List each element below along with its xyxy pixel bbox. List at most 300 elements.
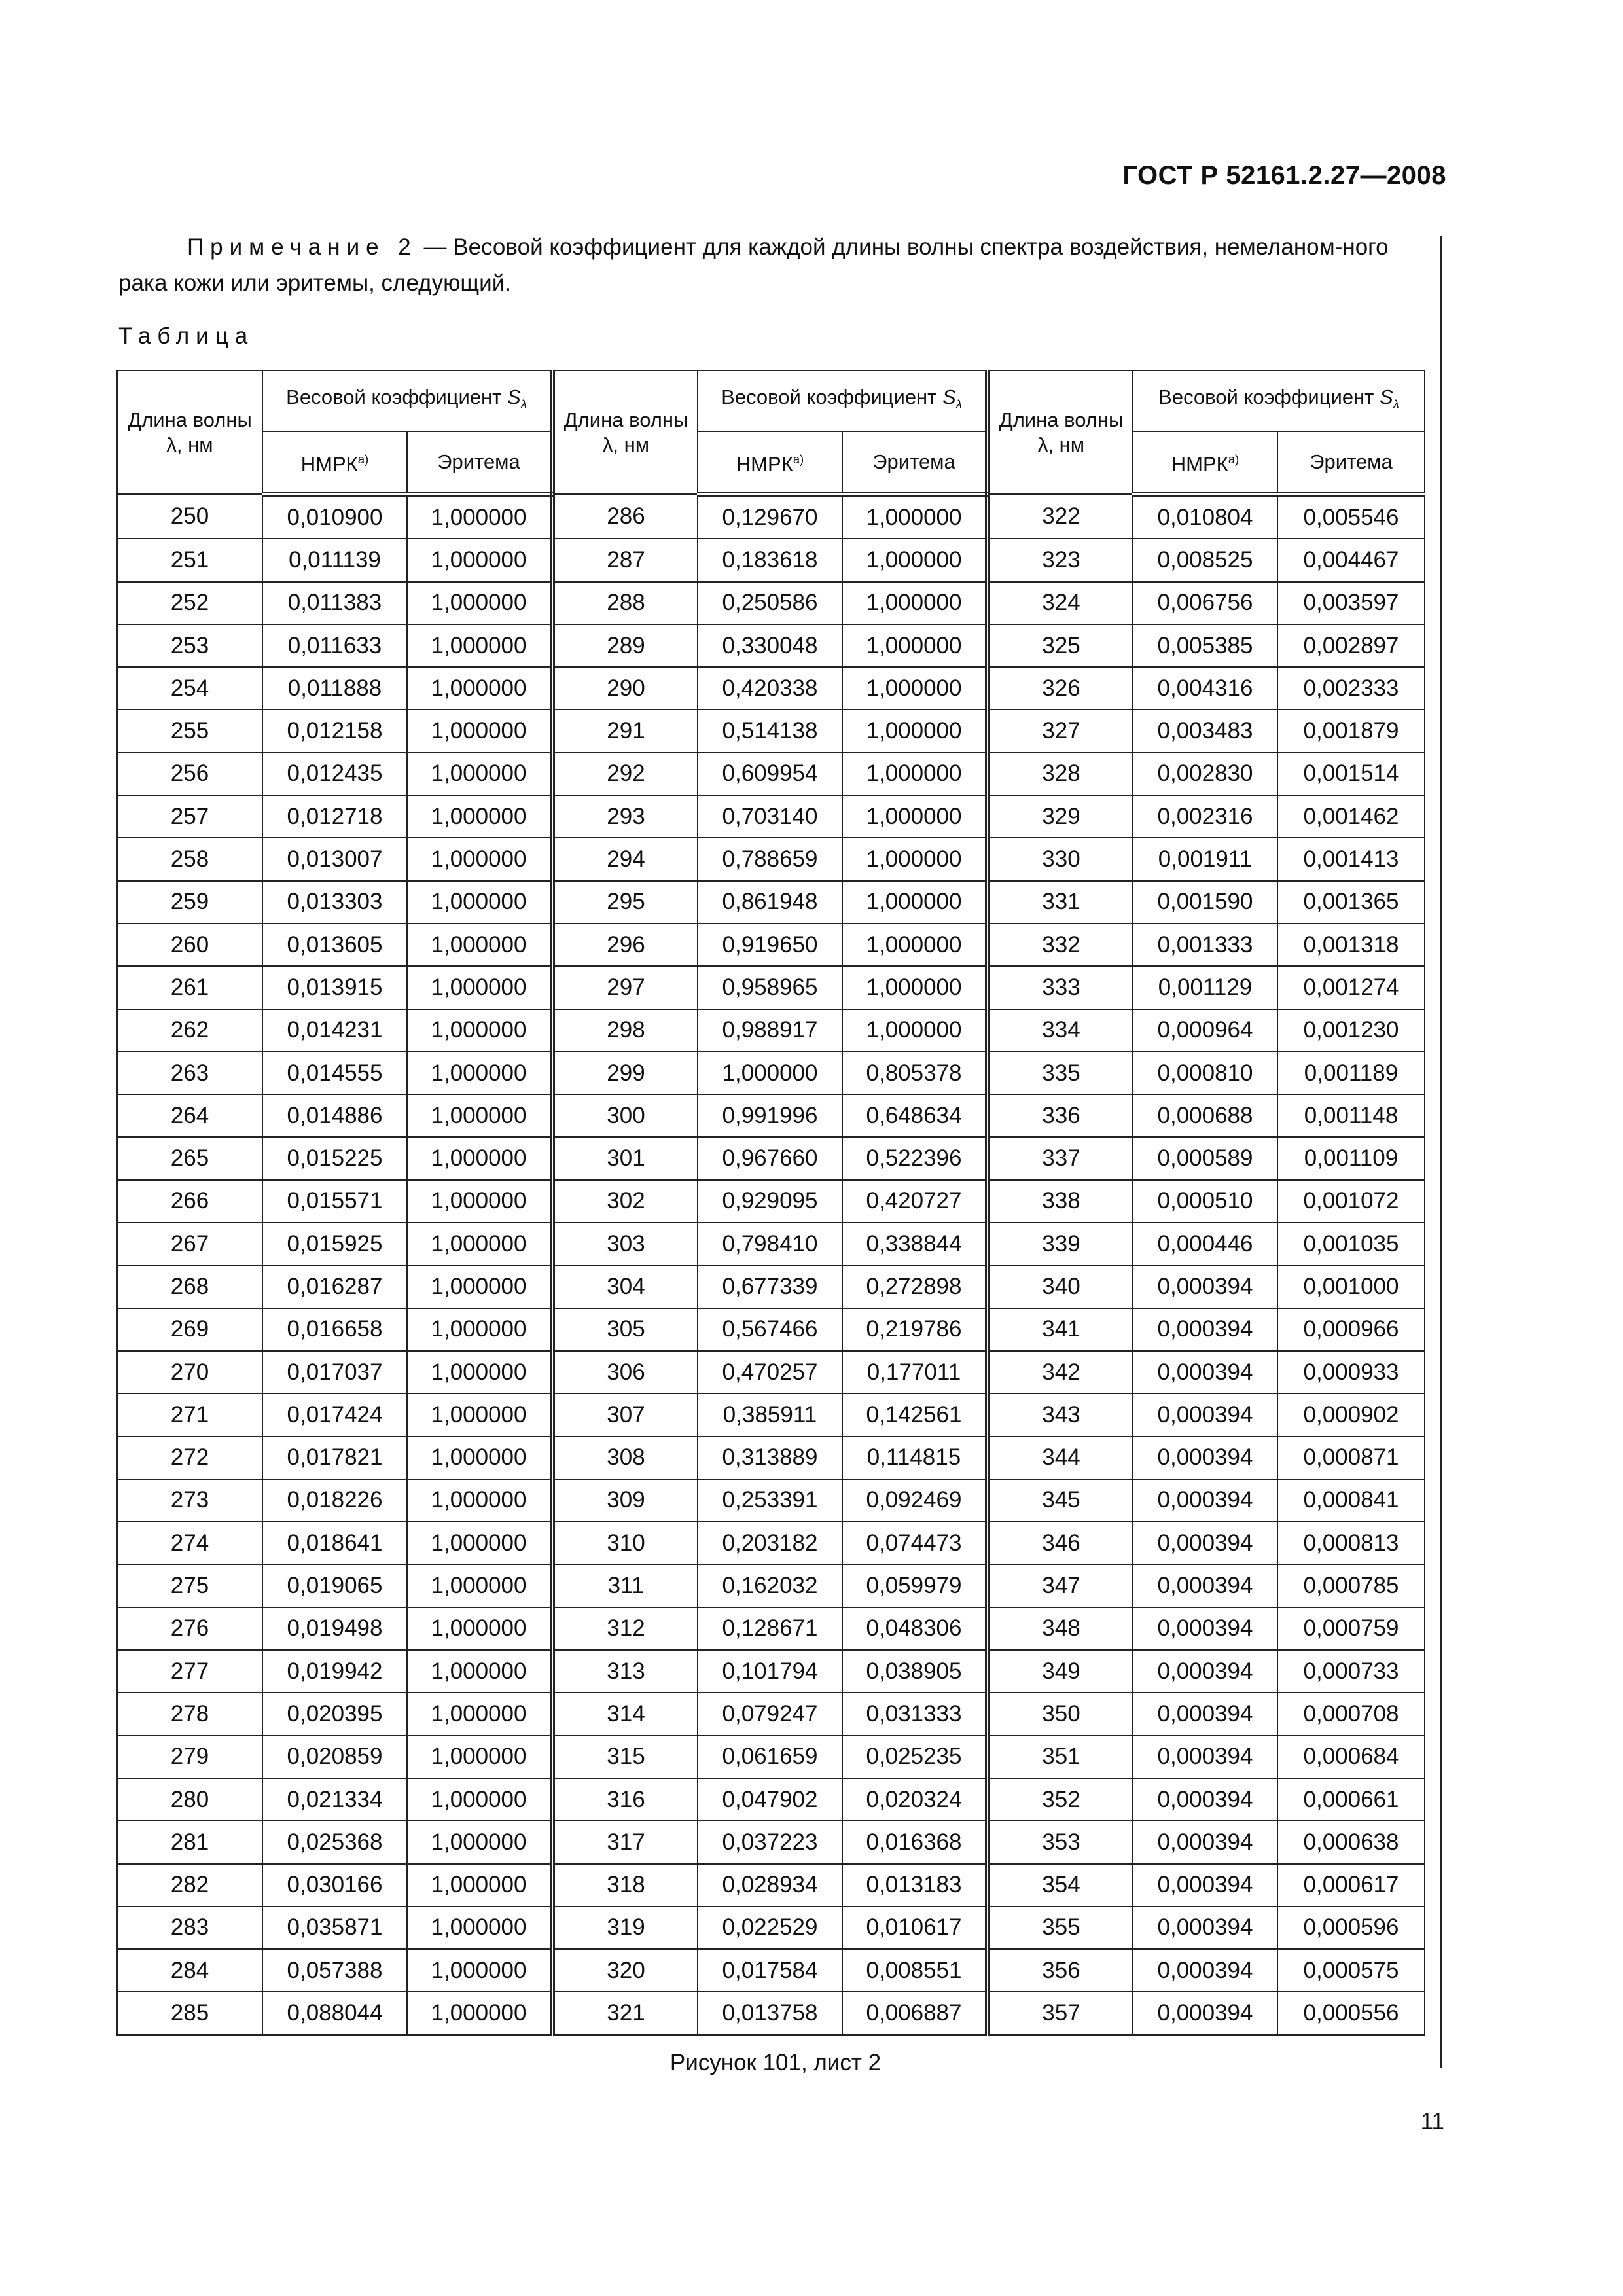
cell-wavelength: 287 xyxy=(552,539,698,581)
cell-erythema: 1,000000 xyxy=(407,1137,552,1179)
cell-wavelength: 288 xyxy=(552,582,698,624)
cell-nmrk: 0,001129 xyxy=(1133,966,1277,1009)
cell-nmrk: 0,002830 xyxy=(1133,753,1277,795)
table-row xyxy=(117,1564,1425,1607)
cell-erythema: 1,000000 xyxy=(407,1607,552,1650)
cell-erythema: 1,000000 xyxy=(407,1864,552,1907)
cell-erythema: 1,000000 xyxy=(407,924,552,966)
table-row xyxy=(117,1522,1425,1564)
cell-erythema: 1,000000 xyxy=(842,582,988,624)
cell-nmrk: 0,005385 xyxy=(1133,624,1277,667)
cell-wavelength: 278 xyxy=(117,1693,262,1735)
cell-erythema: 0,008551 xyxy=(842,1949,988,1992)
table-row xyxy=(117,1949,1425,1992)
cell-erythema: 0,013183 xyxy=(842,1864,988,1907)
nmrk-label: НМРК xyxy=(1171,452,1228,476)
table-row xyxy=(117,1693,1425,1735)
cell-erythema: 0,000871 xyxy=(1277,1437,1425,1479)
cell-nmrk: 0,037223 xyxy=(698,1821,842,1863)
cell-wavelength: 329 xyxy=(988,795,1133,838)
cell-nmrk: 0,183618 xyxy=(698,539,842,581)
table-row xyxy=(117,1864,1425,1907)
cell-nmrk: 0,000394 xyxy=(1133,1736,1277,1778)
cell-erythema: 0,000556 xyxy=(1277,1992,1425,2034)
cell-wavelength: 351 xyxy=(988,1736,1133,1778)
cell-wavelength: 348 xyxy=(988,1607,1133,1650)
cell-nmrk: 0,079247 xyxy=(698,1693,842,1735)
cell-nmrk: 0,004316 xyxy=(1133,667,1277,709)
cell-nmrk: 0,011633 xyxy=(262,624,407,667)
cell-wavelength: 263 xyxy=(117,1052,262,1094)
cell-erythema: 0,000841 xyxy=(1277,1479,1425,1522)
cell-wavelength: 344 xyxy=(988,1437,1133,1479)
cell-nmrk: 0,000394 xyxy=(1133,1479,1277,1522)
cell-wavelength: 258 xyxy=(117,838,262,880)
cell-erythema: 0,000575 xyxy=(1277,1949,1425,1992)
cell-wavelength: 272 xyxy=(117,1437,262,1479)
cell-wavelength: 305 xyxy=(552,1308,698,1351)
cell-wavelength: 312 xyxy=(552,1607,698,1650)
cell-wavelength: 354 xyxy=(988,1864,1133,1907)
cell-erythema: 0,000733 xyxy=(1277,1650,1425,1693)
cell-wavelength: 253 xyxy=(117,624,262,667)
table-row xyxy=(117,966,1425,1009)
cell-erythema: 1,000000 xyxy=(407,838,552,880)
cell-erythema: 0,016368 xyxy=(842,1821,988,1863)
cell-wavelength: 356 xyxy=(988,1949,1133,1992)
table-row xyxy=(117,1736,1425,1778)
cell-erythema: 0,001148 xyxy=(1277,1094,1425,1137)
header-erythema: Эритема xyxy=(842,431,988,494)
cell-wavelength: 297 xyxy=(552,966,698,1009)
cell-erythema: 0,000902 xyxy=(1277,1393,1425,1436)
cell-erythema: 1,000000 xyxy=(407,1479,552,1522)
cell-nmrk: 0,017037 xyxy=(262,1351,407,1393)
cell-nmrk: 0,020859 xyxy=(262,1736,407,1778)
cell-erythema: 0,000933 xyxy=(1277,1351,1425,1393)
cell-wavelength: 251 xyxy=(117,539,262,581)
cell-erythema: 0,000966 xyxy=(1277,1308,1425,1351)
cell-nmrk: 0,958965 xyxy=(698,966,842,1009)
cell-erythema: 1,000000 xyxy=(842,624,988,667)
table-row xyxy=(117,1351,1425,1393)
cell-nmrk: 0,008525 xyxy=(1133,539,1277,581)
weight-label: Весовой коэффициент xyxy=(286,385,507,408)
table-row xyxy=(117,838,1425,880)
cell-wavelength: 299 xyxy=(552,1052,698,1094)
cell-wavelength: 275 xyxy=(117,1564,262,1607)
cell-nmrk: 0,000394 xyxy=(1133,1992,1277,2034)
cell-erythema: 1,000000 xyxy=(407,539,552,581)
cell-erythema: 1,000000 xyxy=(407,1393,552,1436)
cell-nmrk: 0,000394 xyxy=(1133,1864,1277,1907)
cell-wavelength: 296 xyxy=(552,924,698,966)
cell-wavelength: 314 xyxy=(552,1693,698,1735)
cell-nmrk: 0,000394 xyxy=(1133,1778,1277,1821)
cell-wavelength: 324 xyxy=(988,582,1133,624)
cell-nmrk: 0,000589 xyxy=(1133,1137,1277,1179)
cell-nmrk: 0,000394 xyxy=(1133,1351,1277,1393)
cell-erythema: 0,025235 xyxy=(842,1736,988,1778)
weighting-table xyxy=(116,370,1425,2036)
table-row xyxy=(117,924,1425,966)
table-row xyxy=(117,1052,1425,1094)
cell-nmrk: 0,000964 xyxy=(1133,1009,1277,1052)
cell-nmrk: 0,011139 xyxy=(262,539,407,581)
cell-wavelength: 304 xyxy=(552,1265,698,1308)
note-text: — Весовой коэффициент для каждой длины волны спектра воздействия, немеланом-ного рака кожи или эритемы, следующий. xyxy=(118,234,1389,296)
cell-erythema: 1,000000 xyxy=(407,1907,552,1949)
cell-nmrk: 0,019065 xyxy=(262,1564,407,1607)
cell-wavelength: 352 xyxy=(988,1778,1133,1821)
cell-wavelength: 277 xyxy=(117,1650,262,1693)
weight-label: Весовой коэффициент xyxy=(721,385,942,408)
cell-nmrk: 0,014231 xyxy=(262,1009,407,1052)
cell-erythema: 1,000000 xyxy=(842,966,988,1009)
cell-wavelength: 309 xyxy=(552,1479,698,1522)
cell-erythema: 1,000000 xyxy=(842,667,988,709)
cell-nmrk: 0,019498 xyxy=(262,1607,407,1650)
cell-erythema: 1,000000 xyxy=(407,1821,552,1863)
cell-nmrk: 0,012158 xyxy=(262,709,407,752)
cell-erythema: 0,000708 xyxy=(1277,1693,1425,1735)
cell-wavelength: 343 xyxy=(988,1393,1133,1436)
cell-erythema: 0,001000 xyxy=(1277,1265,1425,1308)
cell-erythema: 1,000000 xyxy=(842,924,988,966)
cell-wavelength: 264 xyxy=(117,1094,262,1137)
cell-nmrk: 0,030166 xyxy=(262,1864,407,1907)
cell-nmrk: 0,017424 xyxy=(262,1393,407,1436)
cell-wavelength: 267 xyxy=(117,1223,262,1265)
cell-nmrk: 0,013605 xyxy=(262,924,407,966)
cell-wavelength: 285 xyxy=(117,1992,262,2034)
cell-erythema: 1,000000 xyxy=(407,1009,552,1052)
cell-erythema: 1,000000 xyxy=(407,1052,552,1094)
cell-nmrk: 0,000394 xyxy=(1133,1907,1277,1949)
table-row xyxy=(117,1265,1425,1308)
cell-erythema: 0,001072 xyxy=(1277,1180,1425,1223)
cell-wavelength: 302 xyxy=(552,1180,698,1223)
table-row xyxy=(117,753,1425,795)
cell-nmrk: 0,013303 xyxy=(262,881,407,924)
cell-wavelength: 322 xyxy=(988,494,1133,539)
cell-erythema: 1,000000 xyxy=(407,709,552,752)
cell-erythema: 0,003597 xyxy=(1277,582,1425,624)
cell-nmrk: 0,018226 xyxy=(262,1479,407,1522)
table-row xyxy=(117,1907,1425,1949)
cell-erythema: 0,001274 xyxy=(1277,966,1425,1009)
cell-nmrk: 0,015571 xyxy=(262,1180,407,1223)
cell-erythema: 0,177011 xyxy=(842,1351,988,1393)
cell-nmrk: 0,000510 xyxy=(1133,1180,1277,1223)
cell-nmrk: 0,061659 xyxy=(698,1736,842,1778)
cell-nmrk: 0,047902 xyxy=(698,1778,842,1821)
cell-nmrk: 0,018641 xyxy=(262,1522,407,1564)
cell-erythema: 1,000000 xyxy=(407,1693,552,1735)
cell-wavelength: 266 xyxy=(117,1180,262,1223)
weight-symbol-subscript: λ xyxy=(955,397,962,412)
cell-erythema: 0,000638 xyxy=(1277,1821,1425,1863)
cell-erythema: 0,522396 xyxy=(842,1137,988,1179)
cell-nmrk: 0,000394 xyxy=(1133,1522,1277,1564)
header-erythema: Эритема xyxy=(407,431,552,494)
cell-erythema: 0,048306 xyxy=(842,1607,988,1650)
cell-wavelength: 335 xyxy=(988,1052,1133,1094)
table-row xyxy=(117,1437,1425,1479)
cell-nmrk: 0,162032 xyxy=(698,1564,842,1607)
cell-wavelength: 315 xyxy=(552,1736,698,1778)
cell-erythema: 1,000000 xyxy=(407,1265,552,1308)
cell-wavelength: 306 xyxy=(552,1351,698,1393)
cell-nmrk: 0,001911 xyxy=(1133,838,1277,880)
cell-wavelength: 257 xyxy=(117,795,262,838)
cell-erythema: 1,000000 xyxy=(842,539,988,581)
cell-wavelength: 294 xyxy=(552,838,698,880)
cell-wavelength: 268 xyxy=(117,1265,262,1308)
cell-erythema: 1,000000 xyxy=(407,1522,552,1564)
cell-erythema: 1,000000 xyxy=(842,838,988,880)
cell-erythema: 1,000000 xyxy=(407,1437,552,1479)
cell-wavelength: 273 xyxy=(117,1479,262,1522)
cell-wavelength: 269 xyxy=(117,1308,262,1351)
nmrk-footnote-mark: а) xyxy=(357,452,369,466)
cell-wavelength: 280 xyxy=(117,1778,262,1821)
cell-nmrk: 0,000394 xyxy=(1133,1393,1277,1436)
cell-wavelength: 328 xyxy=(988,753,1133,795)
header-row-top xyxy=(117,370,1425,431)
cell-nmrk: 0,101794 xyxy=(698,1650,842,1693)
cell-erythema: 0,000617 xyxy=(1277,1864,1425,1907)
cell-nmrk: 0,021334 xyxy=(262,1778,407,1821)
table-row xyxy=(117,1821,1425,1863)
header-erythema: Эритема xyxy=(1277,431,1425,494)
cell-nmrk: 0,011383 xyxy=(262,582,407,624)
cell-erythema: 1,000000 xyxy=(407,1180,552,1223)
header-nmrk xyxy=(1133,431,1277,494)
cell-erythema: 0,020324 xyxy=(842,1778,988,1821)
cell-nmrk: 0,001333 xyxy=(1133,924,1277,966)
cell-erythema: 0,038905 xyxy=(842,1650,988,1693)
cell-wavelength: 340 xyxy=(988,1265,1133,1308)
cell-erythema: 0,338844 xyxy=(842,1223,988,1265)
cell-wavelength: 289 xyxy=(552,624,698,667)
nmrk-footnote-mark: а) xyxy=(1228,452,1240,466)
header-nmrk xyxy=(698,431,842,494)
cell-wavelength: 265 xyxy=(117,1137,262,1179)
cell-erythema: 0,001514 xyxy=(1277,753,1425,795)
table-header xyxy=(117,370,1425,494)
cell-erythema: 1,000000 xyxy=(407,1736,552,1778)
cell-erythema: 0,000596 xyxy=(1277,1907,1425,1949)
cell-wavelength: 291 xyxy=(552,709,698,752)
cell-nmrk: 0,000394 xyxy=(1133,1693,1277,1735)
table-row xyxy=(117,1650,1425,1693)
cell-nmrk: 0,015225 xyxy=(262,1137,407,1179)
cell-nmrk: 0,000394 xyxy=(1133,1308,1277,1351)
cell-nmrk: 0,022529 xyxy=(698,1907,842,1949)
cell-erythema: 0,000759 xyxy=(1277,1607,1425,1650)
table-row xyxy=(117,624,1425,667)
cell-wavelength: 276 xyxy=(117,1607,262,1650)
cell-wavelength: 286 xyxy=(552,494,698,539)
cell-nmrk: 0,010900 xyxy=(262,494,407,539)
cell-nmrk: 0,000688 xyxy=(1133,1094,1277,1137)
cell-nmrk: 0,000394 xyxy=(1133,1607,1277,1650)
cell-erythema: 0,004467 xyxy=(1277,539,1425,581)
cell-wavelength: 357 xyxy=(988,1992,1133,2034)
table-row xyxy=(117,795,1425,838)
cell-nmrk: 0,861948 xyxy=(698,881,842,924)
cell-erythema: 0,000684 xyxy=(1277,1736,1425,1778)
cell-erythema: 0,059979 xyxy=(842,1564,988,1607)
cell-erythema: 1,000000 xyxy=(842,753,988,795)
header-row-sub xyxy=(117,431,1425,494)
cell-nmrk: 0,012435 xyxy=(262,753,407,795)
cell-wavelength: 303 xyxy=(552,1223,698,1265)
cell-nmrk: 0,014555 xyxy=(262,1052,407,1094)
cell-erythema: 1,000000 xyxy=(407,1949,552,1992)
table-row xyxy=(117,539,1425,581)
cell-nmrk: 0,929095 xyxy=(698,1180,842,1223)
cell-wavelength: 350 xyxy=(988,1693,1133,1735)
cell-nmrk: 0,001590 xyxy=(1133,881,1277,924)
cell-nmrk: 0,798410 xyxy=(698,1223,842,1265)
cell-wavelength: 355 xyxy=(988,1907,1133,1949)
cell-nmrk: 0,000394 xyxy=(1133,1949,1277,1992)
note-label: Примечание 2 xyxy=(187,234,418,260)
cell-nmrk: 0,028934 xyxy=(698,1864,842,1907)
table-row xyxy=(117,1308,1425,1351)
cell-erythema: 0,648634 xyxy=(842,1094,988,1137)
cell-nmrk: 0,967660 xyxy=(698,1137,842,1179)
cell-wavelength: 262 xyxy=(117,1009,262,1052)
cell-erythema: 0,001365 xyxy=(1277,881,1425,924)
cell-wavelength: 318 xyxy=(552,1864,698,1907)
cell-nmrk: 0,253391 xyxy=(698,1479,842,1522)
cell-erythema: 0,031333 xyxy=(842,1693,988,1735)
table-row xyxy=(117,881,1425,924)
header-wavelength: Длина волны λ, нм xyxy=(117,370,262,494)
table-row xyxy=(117,1137,1425,1179)
cell-erythema: 0,002897 xyxy=(1277,624,1425,667)
cell-wavelength: 330 xyxy=(988,838,1133,880)
weight-label: Весовой коэффициент xyxy=(1158,385,1380,408)
cell-nmrk: 0,013915 xyxy=(262,966,407,1009)
cell-wavelength: 346 xyxy=(988,1522,1133,1564)
table-row xyxy=(117,1607,1425,1650)
cell-wavelength: 311 xyxy=(552,1564,698,1607)
cell-nmrk: 0,919650 xyxy=(698,924,842,966)
cell-erythema: 0,000813 xyxy=(1277,1522,1425,1564)
standard-code: ГОСТ Р 52161.2.27—2008 xyxy=(1122,161,1446,190)
cell-nmrk: 0,088044 xyxy=(262,1992,407,2034)
cell-nmrk: 0,025368 xyxy=(262,1821,407,1863)
cell-nmrk: 0,016287 xyxy=(262,1265,407,1308)
nmrk-footnote-mark: а) xyxy=(793,452,804,466)
cell-wavelength: 292 xyxy=(552,753,698,795)
header-wavelength: Длина волны λ, нм xyxy=(988,370,1133,494)
cell-nmrk: 0,017584 xyxy=(698,1949,842,1992)
cell-wavelength: 254 xyxy=(117,667,262,709)
cell-nmrk: 0,016658 xyxy=(262,1308,407,1351)
header-weight-coefficient xyxy=(698,370,988,431)
cell-erythema: 1,000000 xyxy=(407,966,552,1009)
cell-nmrk: 0,609954 xyxy=(698,753,842,795)
cell-nmrk: 0,000394 xyxy=(1133,1437,1277,1479)
cell-erythema: 1,000000 xyxy=(407,795,552,838)
table-body xyxy=(117,494,1425,2035)
cell-erythema: 0,010617 xyxy=(842,1907,988,1949)
cell-wavelength: 298 xyxy=(552,1009,698,1052)
weight-symbol-subscript: λ xyxy=(520,397,527,412)
cell-erythema: 1,000000 xyxy=(407,1564,552,1607)
cell-nmrk: 0,128671 xyxy=(698,1607,842,1650)
cell-erythema: 0,000785 xyxy=(1277,1564,1425,1607)
cell-nmrk: 0,010804 xyxy=(1133,494,1277,539)
cell-wavelength: 353 xyxy=(988,1821,1133,1863)
cell-erythema: 0,272898 xyxy=(842,1265,988,1308)
margin-rule xyxy=(1440,236,1442,2068)
cell-erythema: 0,114815 xyxy=(842,1437,988,1479)
nmrk-label: НМРК xyxy=(736,452,793,476)
cell-wavelength: 327 xyxy=(988,709,1133,752)
cell-erythema: 1,000000 xyxy=(407,753,552,795)
table-row xyxy=(117,1479,1425,1522)
cell-wavelength: 293 xyxy=(552,795,698,838)
cell-wavelength: 332 xyxy=(988,924,1133,966)
note-paragraph xyxy=(118,229,1427,301)
cell-erythema: 0,001109 xyxy=(1277,1137,1425,1179)
cell-wavelength: 259 xyxy=(117,881,262,924)
cell-wavelength: 349 xyxy=(988,1650,1133,1693)
cell-wavelength: 301 xyxy=(552,1137,698,1179)
cell-erythema: 0,001230 xyxy=(1277,1009,1425,1052)
cell-wavelength: 320 xyxy=(552,1949,698,1992)
table-row xyxy=(117,1223,1425,1265)
cell-wavelength: 338 xyxy=(988,1180,1133,1223)
cell-wavelength: 347 xyxy=(988,1564,1133,1607)
cell-nmrk: 0,385911 xyxy=(698,1393,842,1436)
cell-wavelength: 341 xyxy=(988,1308,1133,1351)
cell-erythema: 1,000000 xyxy=(407,881,552,924)
cell-nmrk: 0,013758 xyxy=(698,1992,842,2034)
table-row xyxy=(117,667,1425,709)
header-wavelength: Длина волны λ, нм xyxy=(552,370,698,494)
table-row xyxy=(117,1992,1425,2034)
cell-erythema: 1,000000 xyxy=(407,1351,552,1393)
cell-nmrk: 0,313889 xyxy=(698,1437,842,1479)
cell-nmrk: 1,000000 xyxy=(698,1052,842,1094)
cell-erythema: 1,000000 xyxy=(407,494,552,539)
table-row xyxy=(117,1393,1425,1436)
cell-nmrk: 0,677339 xyxy=(698,1265,842,1308)
cell-erythema: 0,001462 xyxy=(1277,795,1425,838)
cell-erythema: 0,219786 xyxy=(842,1308,988,1351)
cell-nmrk: 0,470257 xyxy=(698,1351,842,1393)
table-row xyxy=(117,1180,1425,1223)
table-row xyxy=(117,1094,1425,1137)
cell-erythema: 0,001189 xyxy=(1277,1052,1425,1094)
cell-wavelength: 255 xyxy=(117,709,262,752)
cell-wavelength: 279 xyxy=(117,1736,262,1778)
cell-nmrk: 0,003483 xyxy=(1133,709,1277,752)
cell-wavelength: 308 xyxy=(552,1437,698,1479)
cell-erythema: 1,000000 xyxy=(407,1223,552,1265)
header-weight-coefficient xyxy=(1133,370,1425,431)
table-row xyxy=(117,494,1425,539)
weight-symbol-subscript: λ xyxy=(1393,397,1399,412)
cell-erythema: 0,005546 xyxy=(1277,494,1425,539)
